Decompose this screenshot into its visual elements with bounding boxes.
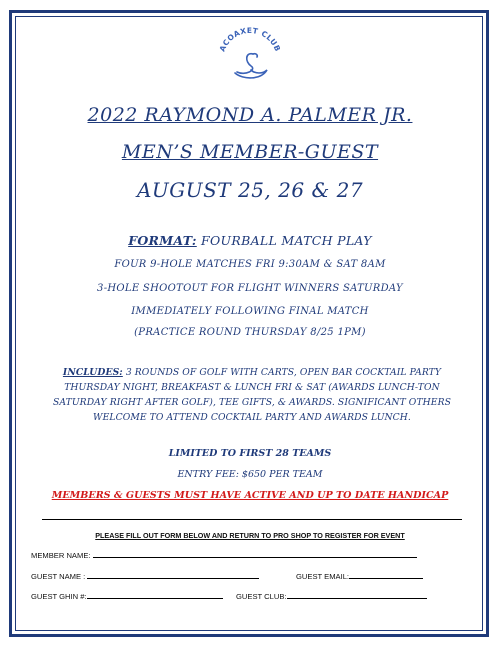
- guest-name-row: [31, 570, 259, 581]
- team-limit: LIMITED TO FIRST 28 TEAMS: [168, 448, 332, 459]
- member-name-field[interactable]: [93, 549, 417, 558]
- club-logo: [215, 26, 285, 86]
- includes-paragraph: [38, 365, 466, 425]
- format-detail-4: (PRACTICE ROUND THURSDAY 8/25 1PM): [134, 327, 366, 338]
- guest-club-row: [236, 590, 427, 601]
- includes-text: 3 ROUNDS OF GOLF WITH CARTS, OPEN BAR COCKTAIL PARTY THURSDAY NIGHT, BREAKFAST & LUNCH FRI & SAT (AWARDS LUNCH-TON SATURDAY RIGHT AFTER GOLF), TEE GIFTS, & AWARDS. SIGNIFICANT OTHERS WELCOME TO ATTEND COCKTAIL PARTY AND AWARDS LUNCH.: [52, 367, 452, 423]
- member-name-label: MEMBER NAME:: [31, 551, 91, 560]
- format-label: FORMAT:: [128, 233, 197, 248]
- divider: [42, 519, 462, 520]
- event-dates: AUGUST 25, 26 & 27: [136, 178, 364, 202]
- swan-icon: [235, 54, 267, 78]
- event-title-line1: 2022 RAYMOND A. PALMER JR.: [87, 104, 413, 126]
- format-detail-1: FOUR 9-HOLE MATCHES FRI 9:30AM & SAT 8AM: [114, 259, 386, 270]
- guest-email-label: GUEST EMAIL:: [296, 572, 350, 581]
- format-value: FOURBALL MATCH PLAY: [196, 233, 372, 248]
- guest-club-field[interactable]: [287, 590, 427, 599]
- svg-text:ACOAXET CLUB: [218, 26, 283, 53]
- includes-label: INCLUDES:: [62, 367, 123, 378]
- guest-ghin-field[interactable]: [87, 590, 223, 599]
- member-name-row: [31, 549, 417, 560]
- guest-name-field[interactable]: [87, 570, 259, 579]
- event-title-line2: MEN’S MEMBER-GUEST: [121, 141, 379, 163]
- guest-email-field[interactable]: [349, 570, 423, 579]
- guest-name-label: GUEST NAME :: [31, 572, 86, 581]
- entry-fee: ENTRY FEE: $650 PER TEAM: [177, 469, 323, 480]
- format-detail-2: 3-HOLE SHOOTOUT FOR FLIGHT WINNERS SATURDAY: [97, 283, 403, 294]
- format-line: [0, 233, 500, 248]
- guest-club-label: GUEST CLUB:: [236, 592, 287, 601]
- guest-ghin-row: [31, 590, 223, 601]
- handicap-warning: MEMBERS & GUESTS MUST HAVE ACTIVE AND UP TO DATE HANDICAP: [51, 490, 449, 501]
- form-instructions: PLEASE FILL OUT FORM BELOW AND RETURN TO PRO SHOP TO REGISTER FOR EVENT: [95, 531, 405, 540]
- guest-email-row: [296, 570, 423, 581]
- format-detail-3: IMMEDIATELY FOLLOWING FINAL MATCH: [131, 306, 369, 317]
- guest-ghin-label: GUEST GHIN #:: [31, 592, 87, 601]
- logo-text: ACOAXET CLUB: [217, 26, 283, 53]
